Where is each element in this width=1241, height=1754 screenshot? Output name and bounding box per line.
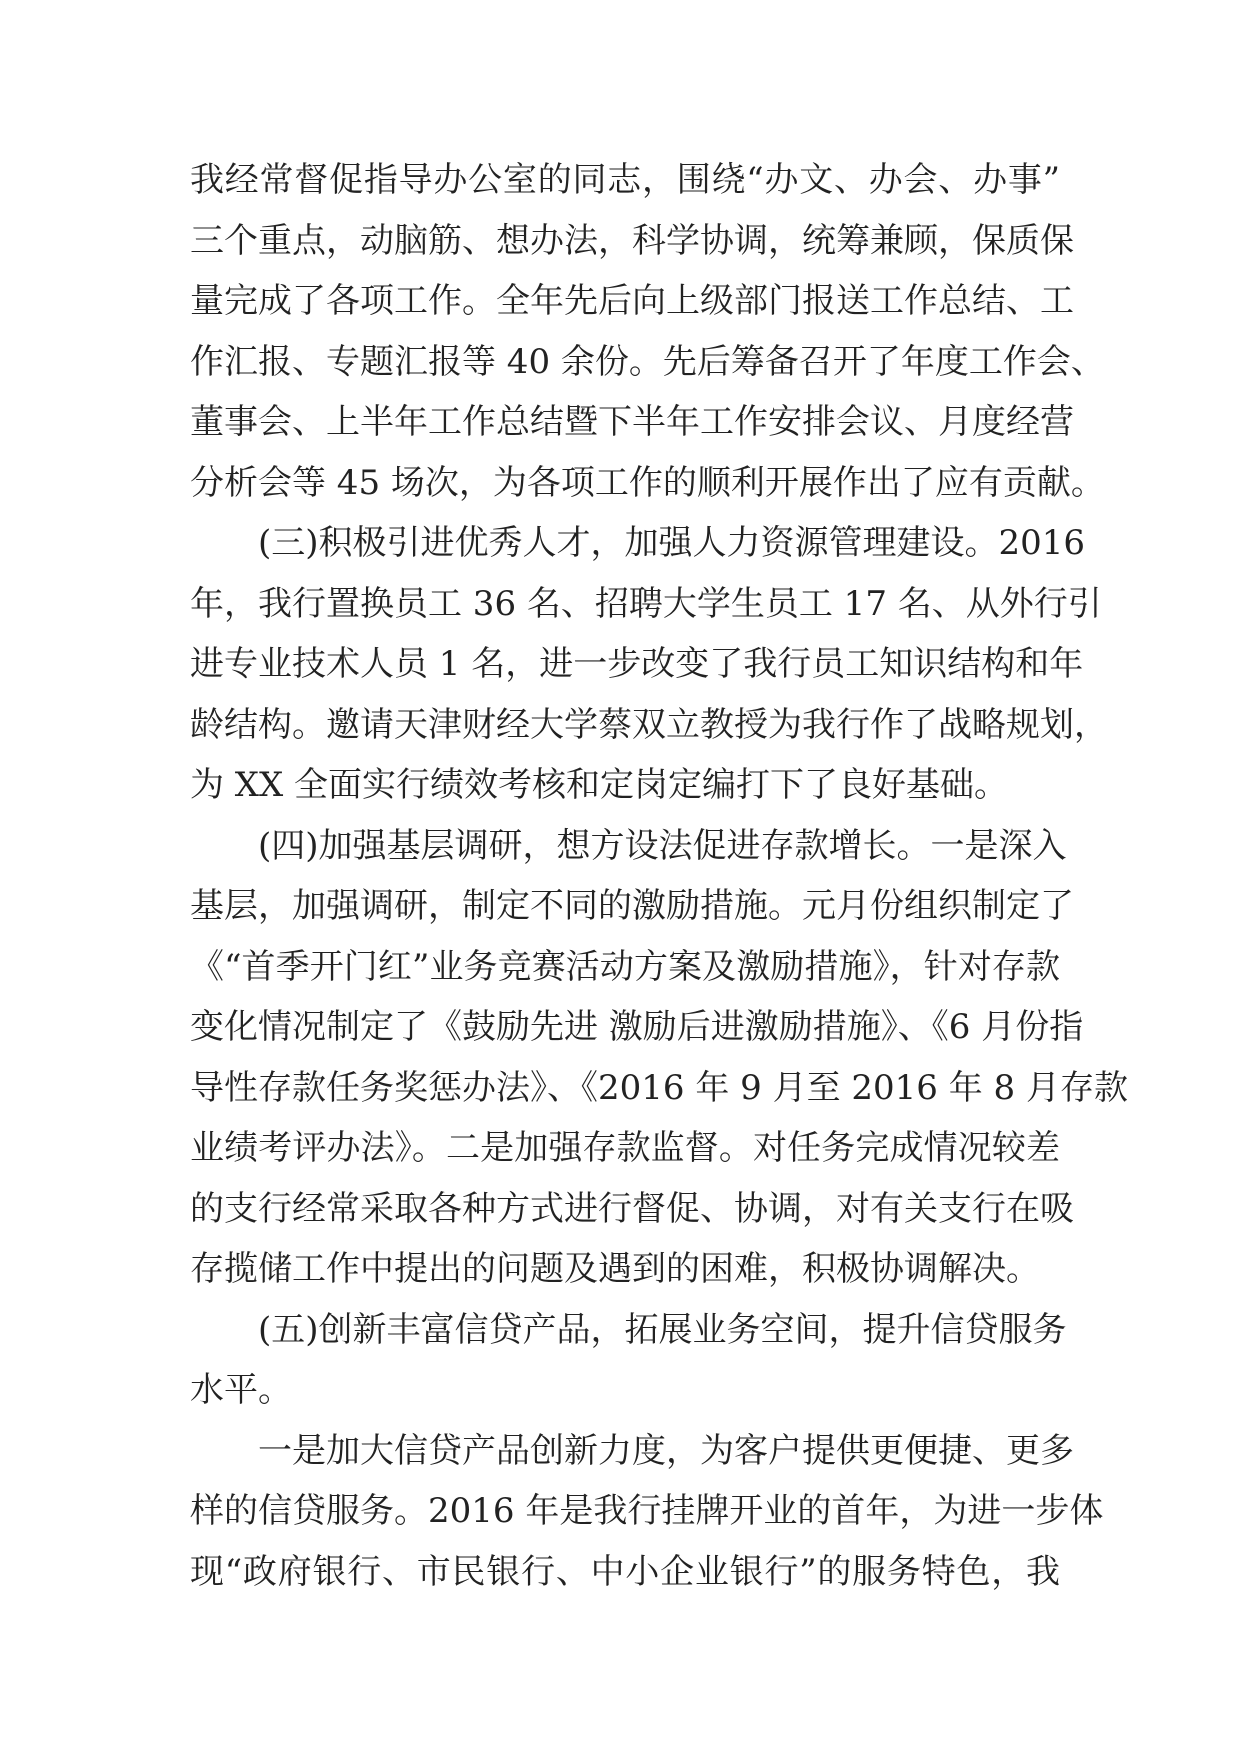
paragraph-start: 一是加大信贷产品创新力度，为客户提供更便捷、更多 <box>258 1430 1074 1471</box>
text-line: 的支行经常采取各种方式进行督促、协调，对有关支行在吸 <box>190 1188 1074 1229</box>
text-line: 作汇报、专题汇报等 40 余份。先后筹备召开了年度工作会、 <box>190 341 1105 382</box>
text-line: 董事会、上半年工作总结暨下半年工作安排会议、月度经营 <box>190 402 1074 442</box>
text-line: 业绩考评办法》。二是加强存款监督。对任务完成情况较差 <box>190 1128 1060 1168</box>
text-line: 现“政府银行、市民银行、中小企业银行”的服务特色，我 <box>190 1551 1060 1592</box>
text-line: 存揽储工作中提出的问题及遇到的困难，积极协调解决。 <box>190 1249 1040 1289</box>
section-heading: (五)创新丰富信贷产品，拓展业务空间，提升信贷服务 <box>258 1309 1067 1350</box>
text-line: 《“首季开门红”业务竞赛活动方案及激励措施》，针对存款 <box>190 946 1060 987</box>
text-line: 为 XX 全面实行绩效考核和定岗定编打下了良好基础。 <box>190 765 1009 805</box>
text-line: 龄结构。邀请天津财经大学蔡双立教授为我行作了战略规划， <box>190 704 1108 745</box>
text-line: 分析会等 45 场次，为各项工作的顺利开展作出了应有贡献。 <box>190 462 1105 503</box>
text-line: 水平。 <box>190 1370 292 1410</box>
text-line: 进专业技术人员 1 名，进一步改变了我行员工知识结构和年 <box>190 644 1084 684</box>
text-line: 样的信贷服务。2016 年是我行挂牌开业的首年，为进一步体 <box>190 1491 1104 1531</box>
text-line: 三个重点，动脑筋、想办法，科学协调，统筹兼顾，保质保 <box>190 220 1074 261</box>
text-line: 我经常督促指导办公室的同志，围绕“办文、办会、办事” <box>190 160 1060 200</box>
text-line: 基层，加强调研，制定不同的激励措施。元月份组织制定了 <box>190 886 1074 926</box>
text-line: 年，我行置换员工 36 名、招聘大学生员工 17 名、从外行引 <box>190 583 1102 624</box>
document-body <box>190 150 1128 1602</box>
text-line: 量完成了各项工作。全年先后向上级部门报送工作总结、工 <box>190 281 1074 321</box>
text-line: 变化情况制定了《鼓励先进 激励后进激励措施》、《6 月份指 <box>190 1007 1084 1047</box>
section-heading: (三)积极引进优秀人才，加强人力资源管理建设。2016 <box>258 523 1086 563</box>
text-line: 导性存款任务奖惩办法》、《2016 年 9 月至 2016 年 8 月存款 <box>190 1067 1128 1108</box>
section-heading: (四)加强基层调研，想方设法促进存款增长。一是深入 <box>258 825 1067 866</box>
